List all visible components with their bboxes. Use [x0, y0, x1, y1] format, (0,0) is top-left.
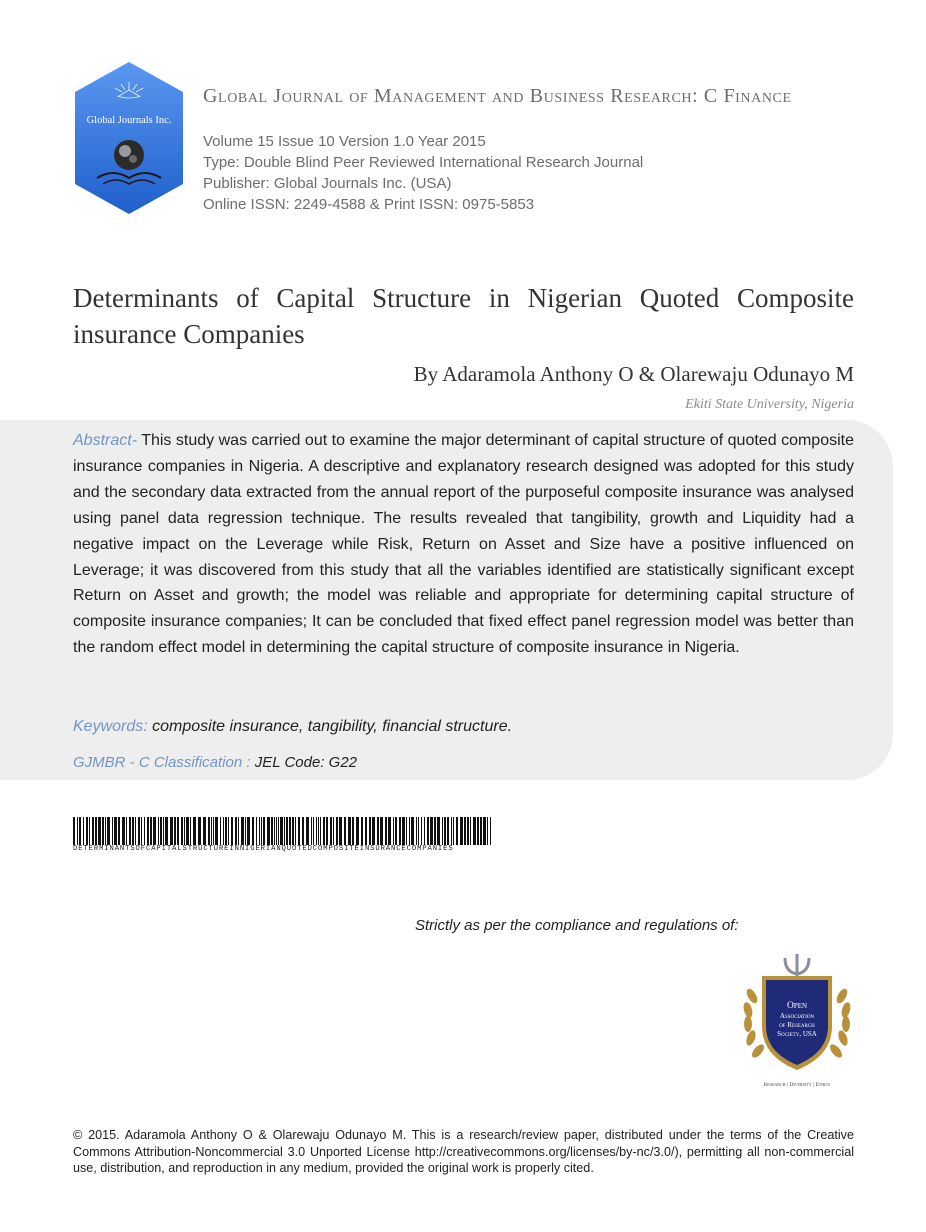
barcode-bar — [487, 817, 488, 845]
barcode-bar — [238, 817, 239, 845]
barcode-bar — [430, 817, 433, 845]
barcode-bar — [77, 817, 78, 845]
barcode-bar — [274, 817, 275, 845]
barcode-bar — [105, 817, 106, 845]
barcode-bar — [406, 817, 407, 845]
barcode-bar — [190, 817, 191, 845]
barcode-bar — [107, 817, 110, 845]
barcode-bar — [326, 817, 328, 845]
barcode-bar — [83, 817, 84, 845]
barcode-bar — [313, 817, 314, 845]
seal-line-4: Society, USA — [777, 1030, 817, 1038]
barcode-bar — [89, 817, 90, 845]
barcode-bar — [225, 817, 227, 845]
barcode-bar — [73, 817, 75, 845]
barcode-bar — [464, 817, 466, 845]
seal-motto: Research | Diversity | Ethics — [763, 1082, 831, 1088]
barcode-bar — [399, 817, 401, 845]
journal-issn: Online ISSN: 2249-4588 & Print ISSN: 0975-5853 — [203, 196, 535, 213]
barcode-bar — [442, 817, 443, 845]
barcode-bar — [228, 817, 229, 845]
barcode-bar — [402, 817, 405, 845]
journal-volume: Volume 15 Issue 10 Version 1.0 Year 2015 — [203, 133, 486, 150]
barcode-bar — [247, 817, 250, 845]
classification-label: GJMBR - C Classification : — [73, 754, 251, 771]
barcode-bar — [427, 817, 429, 845]
barcode-bar — [256, 817, 257, 845]
barcode-bar — [460, 817, 463, 845]
barcode-bar — [306, 817, 309, 845]
journal-name: Global Journal of Management and Business Research: C Finance — [203, 85, 792, 107]
barcode-bar — [170, 817, 173, 845]
barcode-bar — [480, 817, 482, 845]
barcode-bar — [395, 817, 397, 845]
abstract-label: Abstract- — [73, 432, 138, 449]
barcode-bar — [380, 817, 383, 845]
barcode-bar — [198, 817, 201, 845]
barcode-bar — [220, 817, 221, 845]
barcode-bar — [352, 817, 354, 845]
barcode-bar — [118, 817, 120, 845]
barcode-bar — [95, 817, 97, 845]
barcode — [73, 817, 491, 845]
barcode-bar — [129, 817, 131, 845]
barcode-bar — [184, 817, 185, 845]
barcode-bar — [361, 817, 363, 845]
barcode-bar — [241, 817, 244, 845]
barcode-bar — [122, 817, 125, 845]
barcode-bar — [339, 817, 342, 845]
barcode-bar — [453, 817, 454, 845]
barcode-bar — [434, 817, 436, 845]
barcode-bar — [470, 817, 471, 845]
barcode-bar — [92, 817, 94, 845]
barcode-bar — [292, 817, 294, 845]
barcode-bar — [444, 817, 446, 845]
barcode-bar — [421, 817, 422, 845]
barcode-bar — [263, 817, 265, 845]
barcode-bar — [437, 817, 440, 845]
barcode-bar — [295, 817, 296, 845]
barcode-bar — [181, 817, 183, 845]
barcode-bar — [132, 817, 134, 845]
barcode-bar — [416, 817, 417, 845]
barcode-bar — [289, 817, 291, 845]
seal-line-1: Open — [786, 1001, 808, 1011]
open-association-seal — [738, 948, 856, 1088]
barcode-bar — [211, 817, 212, 845]
barcode-bar — [424, 817, 425, 845]
barcode-bar — [208, 817, 210, 845]
abstract-text: This study was carried out to examine the major determinant of capital structure of quoted composite insurance companies in Nigeria. A descriptive and explanatory research designed was adopted for this study and the secondary data extracted from the annual report of the purposeful composite insurance was analysed using panel data regression technique. The results revealed that tangibility, growth and Liquidity had a negative impact on the Leverage while Risk, Return on Asset and Size have a positive influenced on Leverage; it was discovered from this study that all the variables identified are statistically significant except Return on Asset and growth; the model was reliable and appropriate for determining capital structure of composite insurance companies; It can be concluded that fixed effect panel regression model was better than the random effect model in determining the capital structure of composite insurance in Nigeria. — [73, 432, 854, 657]
keywords-text: composite insurance, tangibility, financial structure. — [152, 718, 513, 735]
journal-type: Type: Double Blind Peer Reviewed International Research Journal — [203, 154, 644, 171]
barcode-bar — [344, 817, 346, 845]
barcode-bar — [102, 817, 104, 845]
barcode-bar — [235, 817, 237, 845]
barcode-bar — [348, 817, 351, 845]
barcode-bar — [278, 817, 279, 845]
barcode-bar — [377, 817, 379, 845]
barcode-bar — [409, 817, 410, 845]
barcode-bar — [388, 817, 391, 845]
barcode-bar — [336, 817, 338, 845]
barcode-bar — [223, 817, 224, 845]
barcode-bar — [302, 817, 304, 845]
barcode-bar — [298, 817, 300, 845]
barcode-bar — [473, 817, 476, 845]
barcode-bar — [147, 817, 149, 845]
classification — [73, 754, 854, 771]
barcode-bar — [365, 817, 367, 845]
barcode-bar — [231, 817, 233, 845]
barcode-bar — [418, 817, 419, 845]
barcode-bar — [135, 817, 136, 845]
barcode-bar — [186, 817, 189, 845]
barcode-bar — [174, 817, 176, 845]
barcode-bar — [165, 817, 168, 845]
barcode-bar — [98, 817, 101, 845]
barcode-bar — [451, 817, 452, 845]
keywords-label: Keywords: — [73, 718, 148, 735]
paper-authors: By Adaramola Anthony O & Olarewaju Odunayo M — [413, 362, 854, 386]
barcode-bar — [86, 817, 88, 845]
barcode-bar — [286, 817, 288, 845]
barcode-bar — [252, 817, 254, 845]
global-journals-logo — [73, 60, 185, 216]
seal-line-2: Association — [779, 1012, 815, 1020]
barcode-bar — [477, 817, 479, 845]
abstract — [73, 428, 854, 661]
author-affiliation: Ekiti State University, Nigeria — [685, 397, 854, 412]
barcode-bar — [456, 817, 458, 845]
seal-line-3: of Research — [779, 1021, 815, 1029]
barcode-bar — [284, 817, 285, 845]
barcode-bar — [150, 817, 152, 845]
barcode-bar — [126, 817, 127, 845]
barcode-bar — [393, 817, 394, 845]
barcode-bar — [356, 817, 359, 845]
barcode-bar — [245, 817, 246, 845]
barcode-bar — [276, 817, 277, 845]
barcode-text: DETERMINANTSOFCAPITALSTRUCTUREINNIGERIANQUOTEDCOMPOSITEINSURANCECOMPANIES — [73, 845, 454, 853]
classification-text: JEL Code: G22 — [254, 754, 358, 771]
logo-text: Global Journals Inc. — [86, 115, 172, 126]
barcode-bar — [193, 817, 196, 845]
barcode-bar — [369, 817, 371, 845]
barcode-bar — [483, 817, 486, 845]
barcode-bar — [318, 817, 319, 845]
barcode-bar — [213, 817, 214, 845]
barcode-bar — [311, 817, 312, 845]
barcode-bar — [203, 817, 206, 845]
barcode-bar — [177, 817, 179, 845]
barcode-bar — [372, 817, 375, 845]
barcode-bar — [330, 817, 332, 845]
barcode-bar — [160, 817, 162, 845]
paper-title: Determinants of Capital Structure in Nigerian Quoted Composite insurance Companies — [73, 283, 854, 349]
barcode-bar — [490, 817, 491, 845]
barcode-bar — [163, 817, 164, 845]
barcode-bar — [141, 817, 142, 845]
keywords — [73, 718, 854, 736]
barcode-bar — [447, 817, 449, 845]
barcode-bar — [158, 817, 159, 845]
compliance-text: Strictly as per the compliance and regulations of: — [415, 917, 739, 934]
barcode-bar — [261, 817, 262, 845]
barcode-bar — [112, 817, 113, 845]
barcode-bar — [316, 817, 317, 845]
barcode-bar — [259, 817, 260, 845]
barcode-bar — [385, 817, 387, 845]
barcode-bar — [79, 817, 81, 845]
barcode-bar — [333, 817, 334, 845]
journal-publisher: Publisher: Global Journals Inc. (USA) — [203, 175, 452, 192]
barcode-bar — [271, 817, 273, 845]
barcode-bar — [215, 817, 218, 845]
barcode-bar — [280, 817, 283, 845]
barcode-bar — [267, 817, 270, 845]
barcode-bar — [153, 817, 156, 845]
copyright-notice: © 2015. Adaramola Anthony O & Olarewaju Odunayo M. This is a research/review paper, distributed under the terms of the Creative Commons Attribution-Noncommercial 3.0 Unported License http://creativecommons.org/licenses/by-nc/3.0/), permitting all non-commercial use, distribution, and reproduction in any medium, provided the original work is properly cited. — [73, 1128, 854, 1175]
barcode-bar — [467, 817, 469, 845]
barcode-bar — [138, 817, 140, 845]
barcode-bar — [320, 817, 321, 845]
barcode-bar — [411, 817, 414, 845]
barcode-bar — [114, 817, 117, 845]
barcode-bar — [323, 817, 325, 845]
barcode-bar — [144, 817, 145, 845]
